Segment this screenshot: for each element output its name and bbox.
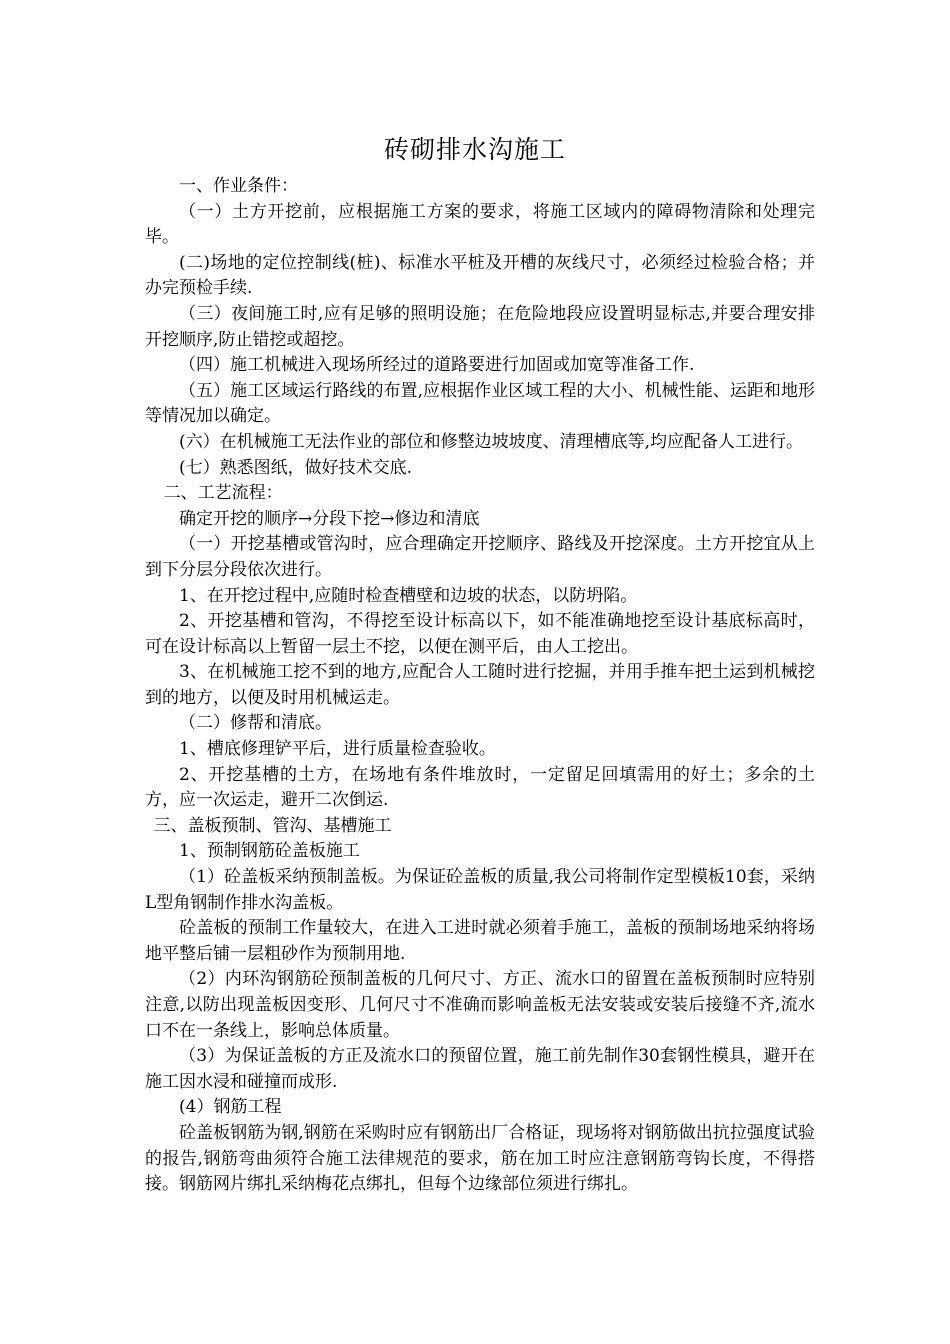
paragraph: 三、盖板预制、管沟、基槽施工 <box>153 815 392 836</box>
paragraph: (二)场地的定位控制线(桩)、标准水平桩及开槽的灰线尺寸，必须经过检验合格；并办完预检手续. <box>145 252 815 299</box>
paragraph: 砼盖板钢筋为钢,钢筋在采购时应有钢筋出厂合格证，现场将对钢筋做出抗拉强度试验的报告,钢筋弯曲须符合施工法律规范的要求，筋在加工时应注意钢筋弯钩长度，不得搭接。钢筋网片绑扎采纳梅花点绑扎，但每个边缘部位须进行绑扎。 <box>145 1122 815 1195</box>
paragraph: （四）施工机械进入现场所经过的道路要进行加固或加宽等准备工作. <box>179 355 695 376</box>
paragraph: (六）在机械施工无法作业的部位和修整边坡坡度、清理槽底等,均应配备人工进行。 <box>179 431 804 452</box>
paragraph: 一、作业条件： <box>179 176 298 196</box>
paragraph: 1、槽底修理铲平后，进行质量检查验收。 <box>179 739 496 760</box>
paragraph: （一）开挖基槽或管沟时，应合理确定开挖顺序、路线及开挖深度。土方开挖宜从上到下分层分段依次进行。 <box>145 534 815 580</box>
paragraph: 2、开挖基槽和管沟，不得挖至设计标高以下，如不能准确地挖至设计基底标高时，可在设计标高以上暂留一层土不挖，以便在测平后，由人工挖出。 <box>145 611 815 657</box>
paragraph: (七）熟悉图纸，做好技术交底. <box>179 457 413 478</box>
paragraph: （二）修帮和清底。 <box>179 713 332 734</box>
paragraph: 砼盖板的预制工作量较大，在进入工进时就必须着手施工，盖板的预制场地采纳将场地平整后铺一层粗砂作为预制用地. <box>145 918 815 964</box>
document-body <box>145 174 815 1198</box>
paragraph: （三）夜间施工时,应有足够的照明设施；在危险地段应设置明显标志,并要合理安排开挖顺序,防止错挖或超挖。 <box>145 303 815 350</box>
document-title: 砖砌排水沟施工 <box>383 135 566 164</box>
paragraph: （3）为保证盖板的方正及流水口的预留位置，施工前先制作30套钢性模具，避开在施工因水浸和碰撞而成形. <box>145 1046 815 1092</box>
paragraph: 2、开挖基槽的土方，在场地有条件堆放时，一定留足回填需用的好土；多余的土方，应一次运走，避开二次倒运. <box>145 764 815 811</box>
paragraph: （五）施工区域运行路线的布置,应根据作业区域工程的大小、机械性能、运距和地形等情况加以确定。 <box>145 380 815 427</box>
paragraph: (4）钢筋工程 <box>179 1097 282 1118</box>
paragraph: 确定开挖的顺序→分段下挖→修边和清底 <box>179 508 480 529</box>
paragraph: （1）砼盖板采纳预制盖板。为保证砼盖板的质量,我公司将制作定型模板10套，采纳L型角钢制作排水沟盖板。 <box>145 867 815 913</box>
paragraph: 3、在机械施工挖不到的地方,应配合人工随时进行挖掘，并用手推车把土运到机械挖到的地方，以便及时用机械运走。 <box>145 662 815 708</box>
paragraph: 1、在开挖过程中,应随时检查槽壁和边坡的状态，以防坍陷。 <box>179 585 638 606</box>
paragraph: 1、预制钢筋砼盖板施工 <box>179 841 360 862</box>
paragraph: 二、工艺流程： <box>163 483 283 504</box>
paragraph: （一）土方开挖前，应根据施工方案的要求，将施工区域内的障碍物清除和处理完毕。 <box>145 201 815 248</box>
paragraph: （2）内环沟钢筋砼预制盖板的几何尺寸、方正、流水口的留置在盖板预制时应特别注意,以防出现盖板因变形、几何尺寸不准确而影响盖板无法安装或安装后接缝不齐,流水口不在一条线上，影响总体质量。 <box>145 969 815 1041</box>
